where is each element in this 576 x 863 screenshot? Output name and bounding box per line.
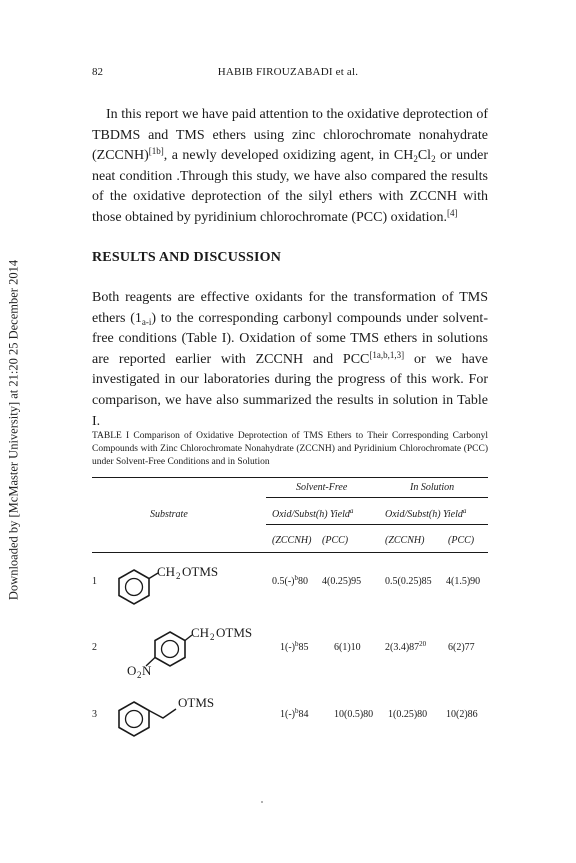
structure-nitrobenzyl-tms-ether: [112, 620, 262, 682]
download-watermark: [3, 220, 25, 640]
table-caption: TABLE I Comparison of Oxidative Deprotection of TMS Ethers to Their Corresponding Carbonyl Compounds with Zinc Chlorochromate Nonahydrate (ZCCNH) and Pyridinium Chlorochromate (PCC) under Solvent-Free Conditions and in Solution: [92, 431, 488, 467]
intro-paragraph: In this report we have paid attention to the oxidative deprotection of TBDMS and TMS ethers using zinc chlorochromate nonahydrate (ZCCNH)[1b], a newly developed oxidizing agent, in $CH_2Cl_2$ or under neat condition .Through this study, we have also compared the results of the oxidative deprotection of the silyl ethers with ZCCNH with those obtained by pyridinium chlorochromate (PCC) oxidation.[4]: [92, 107, 488, 225]
section-heading: RESULTS AND DISCUSSION: [92, 250, 282, 265]
header-reagent-pcc-1: (PCC): [322, 535, 349, 546]
svg-text:CH: CH: [191, 625, 210, 640]
table-top-rule: [92, 477, 488, 478]
svg-text:OTMS: OTMS: [182, 564, 219, 579]
row2-zccnh-solvent-free: $1(-)^b85$: [280, 640, 309, 653]
row1-zccnh-solution: 0.5(0.25)85: [385, 576, 432, 587]
svg-text:OTMS: OTMS: [216, 625, 253, 640]
row-number: 3: [92, 709, 97, 720]
header-reagent-pcc-2: (PCC): [448, 535, 475, 546]
results-paragraph: Both reagents are effective oxidants for the transformation of TMS ethers $(1_{a-i})$ to the corresponding carbonyl compounds under solvent-free conditions (Table I). Oxidation of some TMS ethers in solutions are reported earlier with ZCCNH and PCC[1a,b,1,3] or we have investigated in our laboratories during the progress of this work. For comparison, we have also summarized the results in solution in Table I.: [92, 290, 488, 429]
header-ratio-solution: Oxid/Subst(h) Yield$^a$: [385, 507, 467, 520]
svg-text:2: 2: [176, 571, 181, 581]
structure-benzyl-tms-ether: [112, 562, 232, 612]
svg-text:2: 2: [210, 632, 215, 642]
svg-text:2: 2: [137, 670, 142, 680]
row3-zccnh-solvent-free: $1(-)^b84$: [280, 707, 309, 720]
row-number: 2: [92, 642, 97, 653]
svg-text:O: O: [127, 663, 137, 678]
table-group-rule: [266, 497, 488, 498]
row2-zccnh-solution: $2(3.4)87^{20}$: [385, 640, 427, 653]
header-reagent-zccnh-1: (ZCCNH): [272, 535, 312, 546]
row-number: 1: [92, 576, 97, 587]
table-subheader-rule: [266, 524, 488, 525]
running-head: HABIB FIROUZABADI et al.: [217, 66, 359, 78]
header-reagent-zccnh-2: (ZCCNH): [385, 535, 425, 546]
row3-zccnh-solution: 1(0.25)80: [388, 709, 428, 720]
row1-pcc-solvent-free: 4(0.25)95: [322, 576, 362, 587]
row2-pcc-solution: 6(2)77: [448, 642, 475, 653]
header-substrate: Substrate: [150, 509, 188, 520]
svg-text:OTMS: OTMS: [178, 695, 215, 710]
download-note: Downloaded by [McMaster University] at 21:20 25 December 2014: [6, 259, 21, 601]
svg-text:CH: CH: [157, 564, 176, 579]
header-solvent-free: Solvent-Free: [296, 482, 348, 493]
row1-zccnh-solvent-free: $0.5(-)^b80$: [272, 574, 308, 587]
row2-pcc-solvent-free: 6(1)10: [334, 642, 361, 653]
header-ratio-solvent-free: Oxid/Subst(h) Yield$^a$: [272, 507, 354, 520]
page-number: 82: [92, 66, 103, 78]
table-header-rule: [92, 552, 488, 553]
page-mark: [261, 801, 263, 803]
row3-pcc-solvent-free: 10(0.5)80: [334, 709, 374, 720]
structure-phenethyl-tms-ether: [112, 694, 242, 744]
header-in-solution: In Solution: [410, 482, 455, 493]
row1-pcc-solution: 4(1.5)90: [446, 576, 481, 587]
svg-text:N: N: [142, 663, 152, 678]
row3-pcc-solution: 10(2)86: [446, 709, 478, 720]
